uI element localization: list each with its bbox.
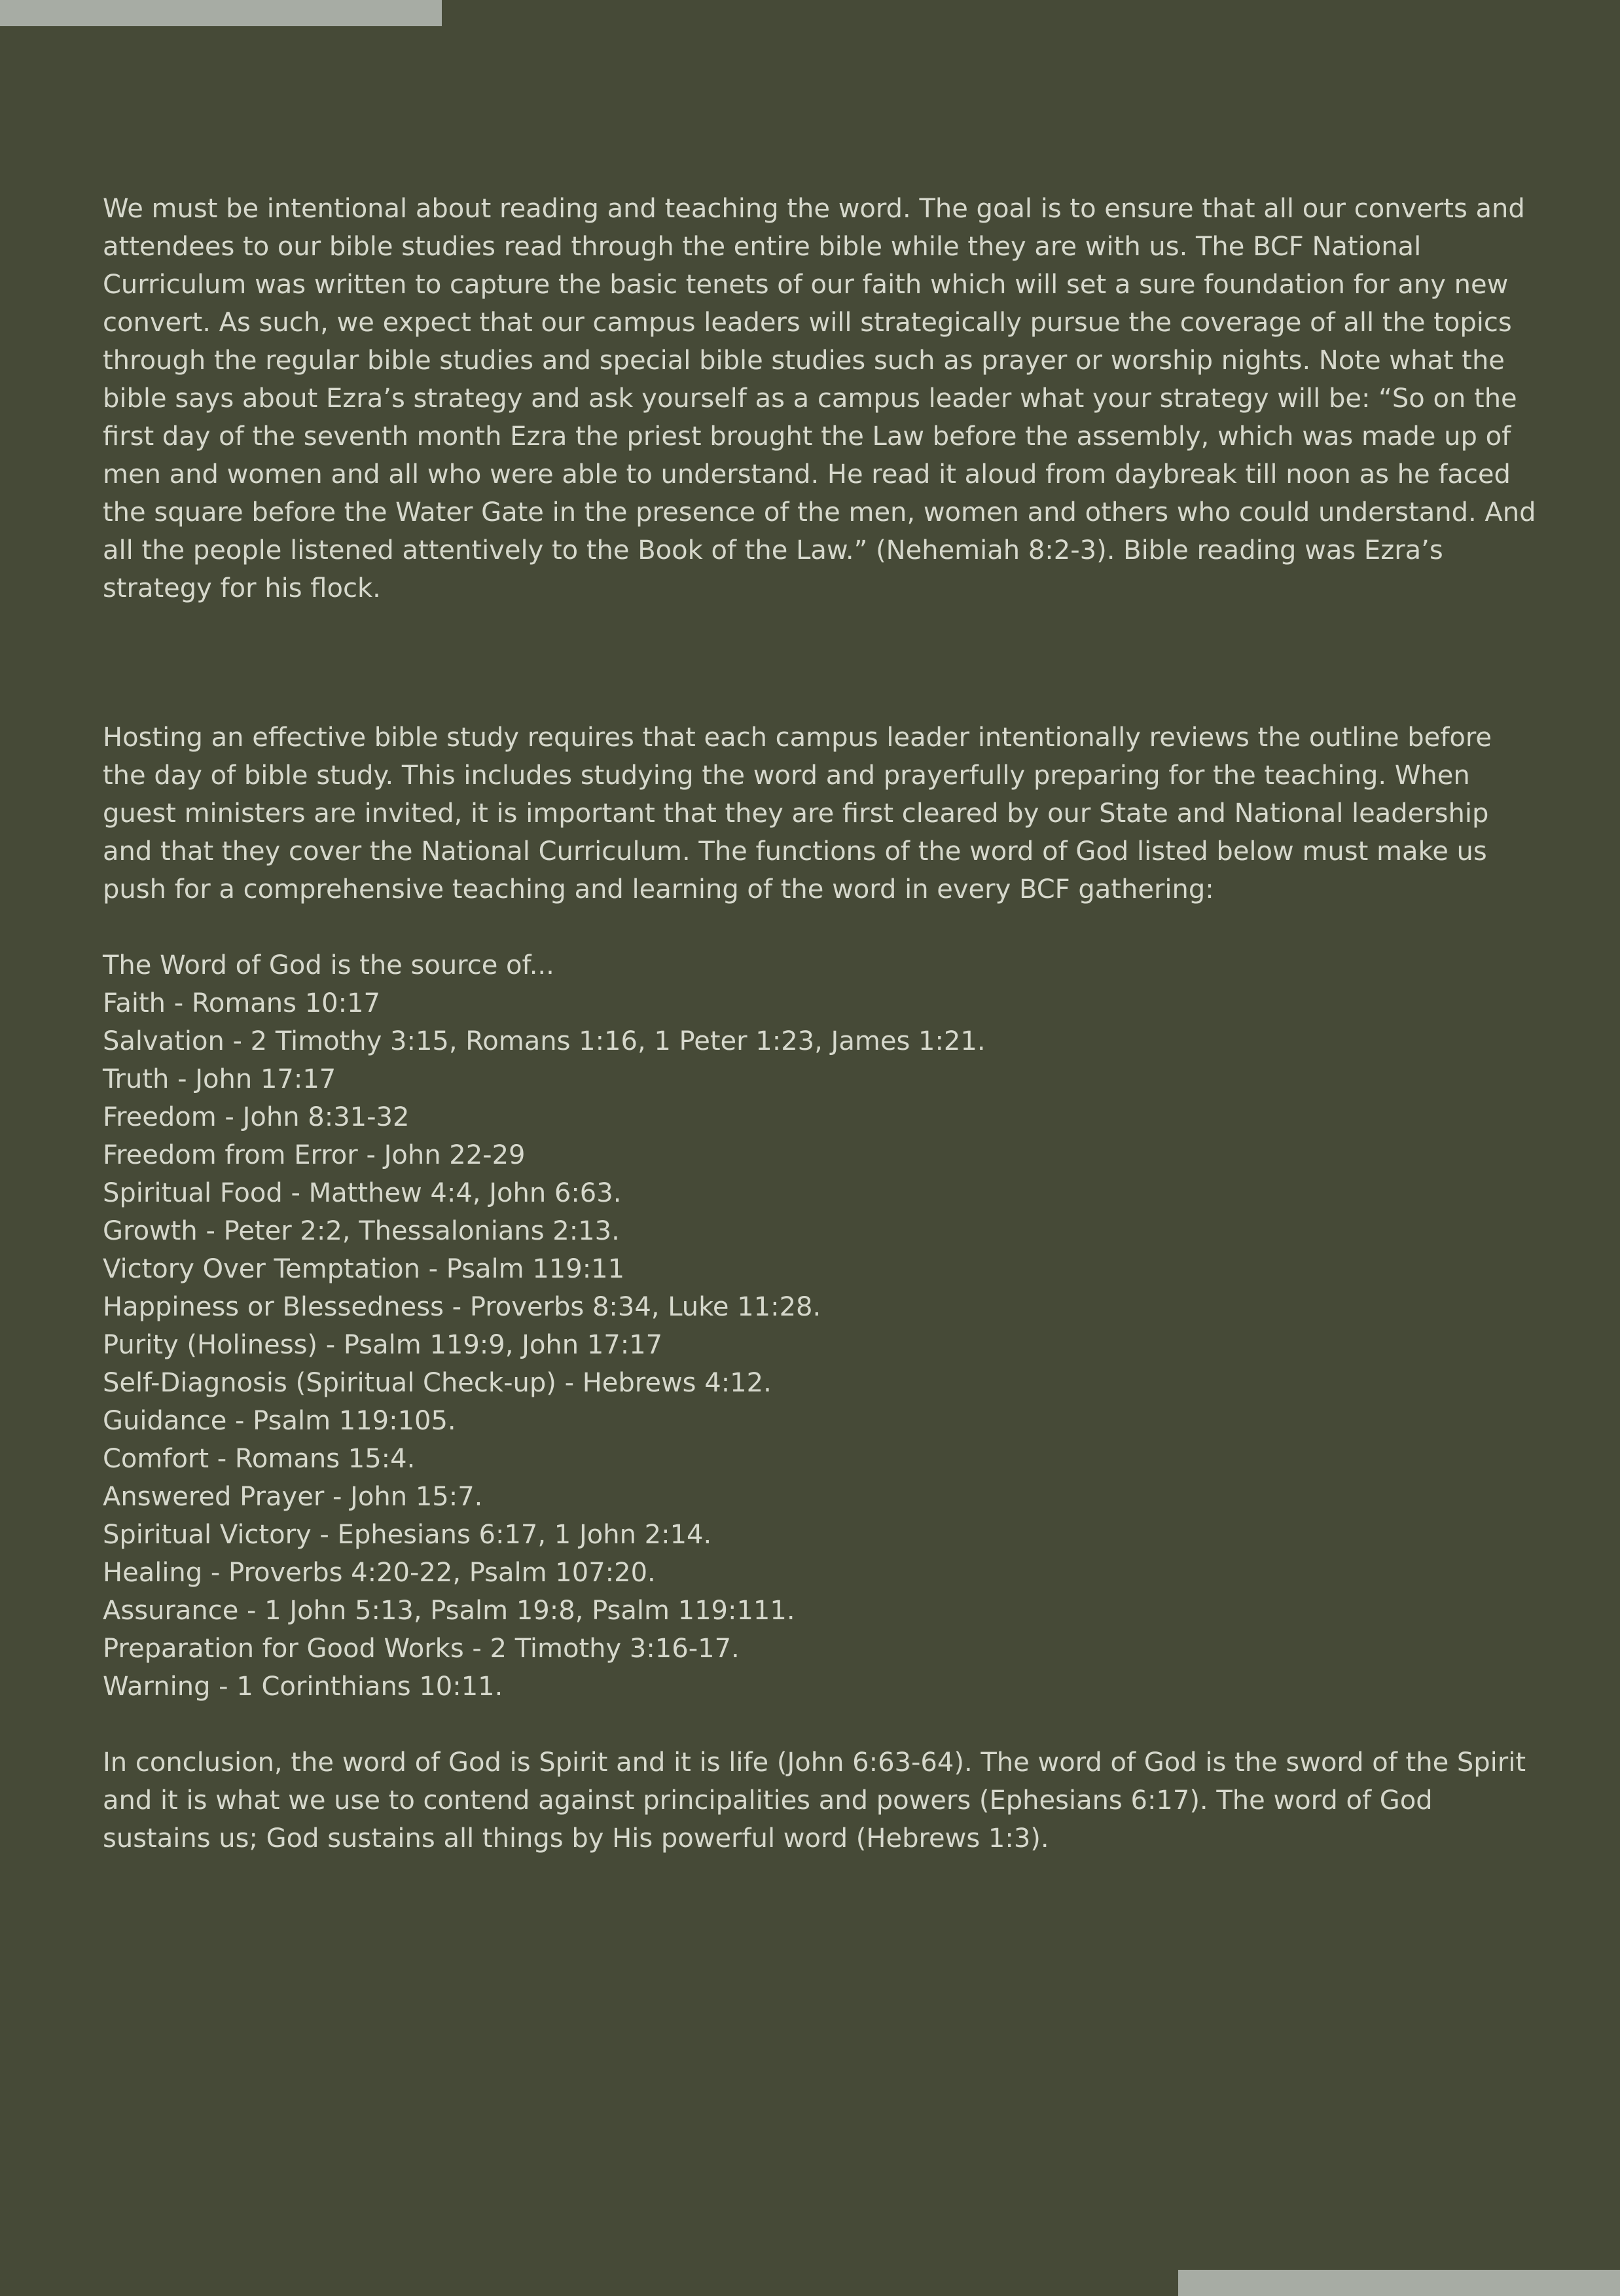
hosting-paragraph: Hosting an effective bible study requires that each campus leader intentionally reviews the outline before the day of bible study. This includes studying the word and prayerfully preparing for the teaching. When guest ministers are invited, it is important that they are first cleared by our State and National leadership and that they cover the National Curriculum. The functions of the word of God listed below must make us push for a comprehensive teaching and learning of the word in every BCF gathering: (103, 723, 1492, 905)
function-list-item: Faith - Romans 10:17 (103, 988, 380, 1018)
function-list-item: Salvation - 2 Timothy 3:15, Romans 1:16, 1 Peter 1:23, James 1:21. (103, 1026, 986, 1056)
function-list-item: Spiritual Food - Matthew 4:4, John 6:63. (103, 1178, 622, 1208)
function-list-item: Warning - 1 Corinthians 10:11. (103, 1672, 503, 1702)
bottom-accent-bar (1178, 2270, 1620, 2296)
function-list-item: Spiritual Victory - Ephesians 6:17, 1 John 2:14. (103, 1520, 712, 1550)
function-list-item: Happiness or Blessedness - Proverbs 8:34, Luke 11:28. (103, 1292, 821, 1322)
function-list-item: Truth - John 17:17 (103, 1064, 336, 1094)
functions-list (103, 984, 1543, 1706)
function-list-item: Freedom - John 8:31-32 (103, 1102, 410, 1132)
function-list-item: Freedom from Error - John 22-29 (103, 1140, 526, 1170)
function-list-item: Assurance - 1 John 5:13, Psalm 19:8, Psalm 119:111. (103, 1596, 795, 1626)
function-list-item: Growth - Peter 2:2, Thessalonians 2:13. (103, 1216, 620, 1246)
functions-intro: The Word of God is the source of... (103, 950, 554, 980)
function-list-item: Answered Prayer - John 15:7. (103, 1482, 483, 1512)
function-list-item: Preparation for Good Works - 2 Timothy 3:16-17. (103, 1634, 740, 1664)
function-list-item: Comfort - Romans 15:4. (103, 1444, 416, 1474)
ezra-strategy-paragraph: We must be intentional about reading and teaching the word. The goal is to ensure that all our converts and attendees to our bible studies read through the entire bible while they are with us. The BCF National Curriculum was written to capture the basic tenets of our faith which will set a sure foundation for any new convert. As such, we expect that our campus leaders will strategically pursue the coverage of all the topics through the regular bible studies and special bible studies such as prayer or worship nights. Note what the bible says about Ezra’s strategy and ask yourself as a campus leader what your strategy will be: “So on the first day of the seventh month Ezra the priest brought the Law before the assembly, which was made up of men and women and all who were able to understand. He read it aloud from daybreak till noon as he faced the square before the Water Gate in the presence of the men, women and others who could understand. And all the people listened attentively to the Book of the Law.” (Nehemiah 8:2-3). Bible reading was Ezra’s strategy for his flock. (103, 194, 1536, 603)
document-body (103, 190, 1543, 1857)
function-list-item: Self-Diagnosis (Spiritual Check-up) - Hebrews 4:12. (103, 1368, 772, 1398)
function-list-item: Healing - Proverbs 4:20-22, Psalm 107:20. (103, 1558, 656, 1588)
conclusion-paragraph: In conclusion, the word of God is Spirit and it is life (John 6:63-64). The word of God is the sword of the Spirit and it is what we use to contend against principalities and powers (Ephesians 6:17). The word of God sustains us; God sustains all things by His powerful word (Hebrews 1:3). (103, 1748, 1526, 1854)
top-accent-bar (0, 0, 442, 26)
function-list-item: Guidance - Psalm 119:105. (103, 1406, 456, 1436)
function-list-item: Purity (Holiness) - Psalm 119:9, John 17:17 (103, 1330, 663, 1360)
function-list-item: Victory Over Temptation - Psalm 119:11 (103, 1254, 625, 1284)
